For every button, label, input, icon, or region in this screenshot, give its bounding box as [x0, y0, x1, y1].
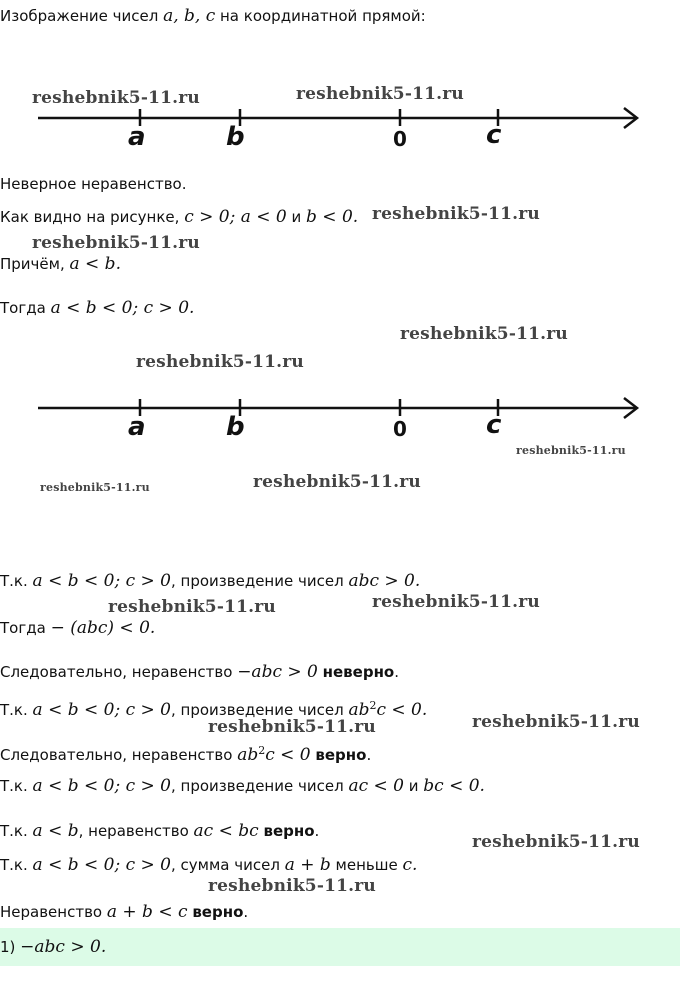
watermark: reshebnik5-11.ru	[208, 717, 376, 737]
watermark: reshebnik5-11.ru	[372, 204, 540, 224]
l3-math: a < b.	[69, 254, 121, 274]
l8-math2b: c < 0.	[376, 700, 428, 720]
watermark: reshebnik5-11.ru	[40, 481, 150, 494]
l5-pre: Т.к.	[0, 572, 33, 590]
watermark: reshebnik5-11.ru	[108, 597, 276, 617]
l13-bold: верно	[192, 903, 244, 921]
l6-math: − (abc) < 0.	[50, 618, 156, 638]
l4-math: a < b < 0; c > 0.	[50, 298, 195, 318]
l12-math2: a + b	[284, 855, 331, 875]
l10-and: и	[403, 777, 424, 795]
l8-math2a: ab	[348, 700, 370, 720]
l8-math1: a < b < 0; c > 0	[32, 700, 171, 720]
l10-math1: a < b < 0; c > 0	[32, 776, 171, 796]
watermark: reshebnik5-11.ru	[136, 352, 304, 372]
text-line-7	[0, 662, 399, 682]
intro-line	[0, 6, 426, 26]
answer-math: −abc > 0.	[20, 937, 107, 957]
l10-pre: Т.к.	[0, 777, 33, 795]
l9-mathb: c < 0	[265, 745, 311, 765]
l7-post: .	[394, 663, 400, 681]
l11-mid: , неравенство	[78, 822, 194, 840]
l3-pre: Причём,	[0, 255, 70, 273]
l10-math3: bc < 0.	[423, 776, 485, 796]
label-a: a	[128, 122, 146, 152]
watermark: reshebnik5-11.ru	[372, 592, 540, 612]
text-line-4	[0, 298, 194, 318]
answer-line	[0, 937, 106, 957]
label-c: c	[486, 120, 502, 150]
l10-mid: , произведение чисел	[171, 777, 349, 795]
text-line-2	[0, 207, 358, 227]
l12-pre: Т.к.	[0, 856, 33, 874]
text-line-12	[0, 855, 417, 875]
l12-mid: , сумма чисел	[171, 856, 285, 874]
intro-tail: на координатной прямой:	[215, 7, 426, 25]
l2-math2: b < 0.	[306, 207, 359, 227]
text-line-10	[0, 776, 485, 796]
l11-math2: ac < bc	[193, 821, 259, 841]
l12-math3: c.	[402, 855, 418, 875]
watermark: reshebnik5-11.ru	[516, 444, 626, 457]
label-b: b	[226, 122, 245, 152]
intro-vars: a, b, c	[163, 6, 216, 26]
l8-sup: 2	[369, 699, 377, 712]
l13-post: .	[243, 903, 249, 921]
answer-box	[0, 928, 680, 966]
l2-pre: Как видно на рисунке,	[0, 208, 185, 226]
l6-pre: Тогда	[0, 619, 51, 637]
text-line-11	[0, 821, 319, 841]
l7-pre: Следовательно, неравенство	[0, 663, 238, 681]
l7-math: −abc > 0	[237, 662, 318, 682]
l1-text: Неверное неравенство.	[0, 175, 187, 193]
l5-math1: a < b < 0; c > 0	[32, 571, 171, 591]
label-zero: 0	[393, 127, 407, 151]
watermark: reshebnik5-11.ru	[472, 712, 640, 732]
text-line-1	[0, 174, 186, 194]
l5-mid: , произведение чисел	[171, 572, 349, 590]
text-line-3	[0, 254, 121, 274]
text-line-6	[0, 618, 155, 638]
watermark: reshebnik5-11.ru	[208, 876, 376, 896]
label2-a: a	[128, 412, 146, 442]
l13-math: a + b < c	[106, 902, 188, 922]
l11-math1: a < b	[32, 821, 79, 841]
text-line-9	[0, 741, 371, 765]
watermark: reshebnik5-11.ru	[32, 233, 200, 253]
number-line-2	[0, 390, 680, 430]
l12-mid2: меньше	[330, 856, 403, 874]
l8-pre: Т.к.	[0, 701, 33, 719]
watermark: reshebnik5-11.ru	[32, 88, 200, 108]
l9-sup: 2	[258, 744, 266, 757]
l2-mid: и	[286, 208, 307, 226]
l12-math1: a < b < 0; c > 0	[32, 855, 171, 875]
l9-pre: Следовательно, неравенство	[0, 746, 238, 764]
l9-post: .	[366, 746, 372, 764]
l10-math2: ac < 0	[348, 776, 404, 796]
intro-text: Изображение чисел	[0, 7, 164, 25]
l7-bold: неверно	[322, 663, 395, 681]
watermark: reshebnik5-11.ru	[472, 832, 640, 852]
l2-math1: c > 0; a < 0	[184, 207, 287, 227]
l8-mid: , произведение чисел	[171, 701, 349, 719]
l11-pre: Т.к.	[0, 822, 33, 840]
text-line-13	[0, 902, 248, 922]
watermark: reshebnik5-11.ru	[400, 324, 568, 344]
text-line-5	[0, 571, 420, 591]
watermark: reshebnik5-11.ru	[253, 472, 421, 492]
l9-bold: верно	[315, 746, 367, 764]
l13-pre: Неравенство	[0, 903, 107, 921]
answer-num: 1)	[0, 938, 21, 956]
l4-pre: Тогда	[0, 299, 51, 317]
l5-math2: abc > 0.	[348, 571, 421, 591]
l11-bold: верно	[263, 822, 315, 840]
watermark: reshebnik5-11.ru	[296, 84, 464, 104]
l9-matha: ab	[237, 745, 259, 765]
l11-post: .	[314, 822, 320, 840]
label2-zero: 0	[393, 417, 407, 441]
label2-b: b	[226, 412, 245, 442]
label2-c: c	[486, 410, 502, 440]
